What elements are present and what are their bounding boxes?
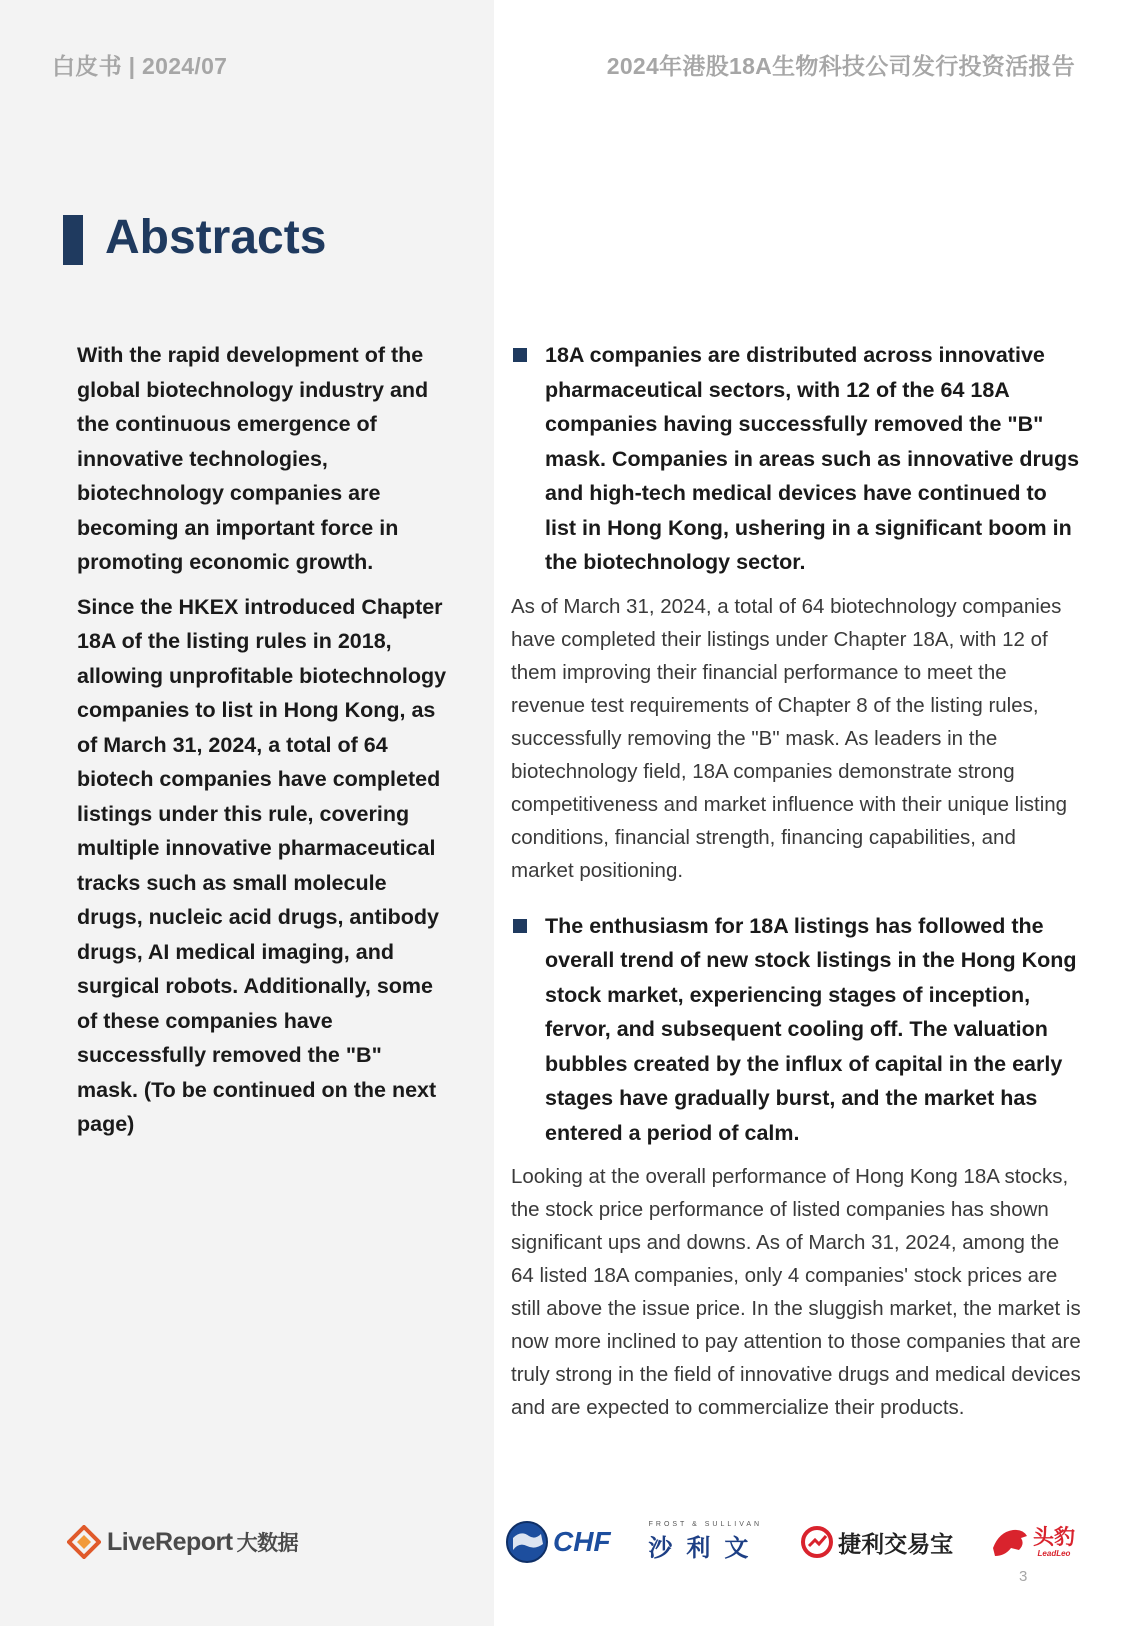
left-summary [77,338,447,1152]
liverreport-logo [67,1522,298,1562]
bullet-text: 18A companies are distributed across innovative pharmaceutical sectors, with 12 of the 64 18A companies having successfully removed the "B" mask. Companies in areas such as innovative drugs and high-tech medical devices have continued to list in Hong Kong, ushering in a significant boom in the biotechnology sector. [545,343,1080,574]
bullet-point [511,338,1081,580]
bullet-point [511,909,1081,1151]
frost-sullivan-cn: 沙利文 [648,1535,763,1562]
trend-arrow-icon [800,1525,834,1559]
square-bullet-icon [513,348,527,362]
liverreport-diamond-icon [67,1525,101,1559]
header-right: 2024年港股18A生物科技公司发行投资活报告 [606,53,1075,79]
frost-sullivan-en: FROST & SULLIVAN [648,1521,763,1528]
body-paragraph: Looking at the overall performance of Hong Kong 18A stocks, the stock price performance of listed companies has shown significant ups and downs. As of March 31, 2024, among the 64 listed 18A companies, only 4 companies' stock prices are still above the issue price. In the sluggish market, the market is now more inclined to pay attention to those companies that are truly strong in the field of innovative drugs and medical devices and are expected to commercialize their products. [511,1165,1081,1419]
title-accent-bar [63,215,83,265]
page-title: Abstracts [105,211,327,264]
leadleo-logo [991,1524,1075,1560]
right-column [511,338,1081,1446]
left-paragraph: With the rapid development of the global biotechnology industry and the continuous emergence of innovative technologies, biotechnology companies are becoming an important force in promoting economic growth. [77,343,429,574]
square-bullet-icon [513,919,527,933]
jieli-logo [800,1525,953,1559]
left-paragraph: Since the HKEX introduced Chapter 18A of the listing rules in 2018, allowing unprofitable biotechnology companies to list in Hong Kong, as of March 31, 2024, a total of 64 biotech companies have completed listings under this rule, covering multiple innovative pharmaceutical tracks such as small molecule drugs, nucleic acid drugs, antibody drugs, AI medical imaging, and surgical robots. Additionally, some of these companies have successfully removed the "B" mask. (To be continued on the next page) [77,594,447,1136]
frost-sullivan-logo [648,1521,762,1563]
leopard-icon [991,1524,1029,1560]
liverreport-cn: 大数据 [236,1532,299,1555]
chf-name: CHF [553,1526,611,1557]
liverreport-name: LiveReport [107,1528,233,1556]
chf-logo [505,1520,611,1564]
header-left: 白皮书 | 2024/07 [52,53,228,79]
page-number: 3 [1019,1568,1028,1585]
jieli-name: 捷利交易宝 [838,1530,954,1557]
partner-logos [505,1512,1075,1572]
bullet-text: The enthusiasm for 18A listings has followed the overall trend of new stock listings in the Hong Kong stock market, experiencing stages of inception, fervor, and subsequent cooling off. The valuation bubbles created by the influx of capital in the early stages have gradually burst, and the market has entered a period of calm. [545,913,1077,1145]
body-paragraph: As of March 31, 2024, a total of 64 biotechnology companies have completed their listings under Chapter 18A, with 12 of them improving their financial performance to meet the revenue test requirements of Chapter 8 of the listing rules, successfully removing the "B" mask. As leaders in the biotechnology field, 18A companies demonstrate strong competitiveness and market influence with their unique listing conditions, financial strength, financing capabilities, and market positioning. [511,594,1068,882]
globe-icon [505,1520,549,1564]
leadleo-cn: 头豹 [1032,1525,1075,1549]
leadleo-en: LeadLeo [1037,1548,1071,1558]
